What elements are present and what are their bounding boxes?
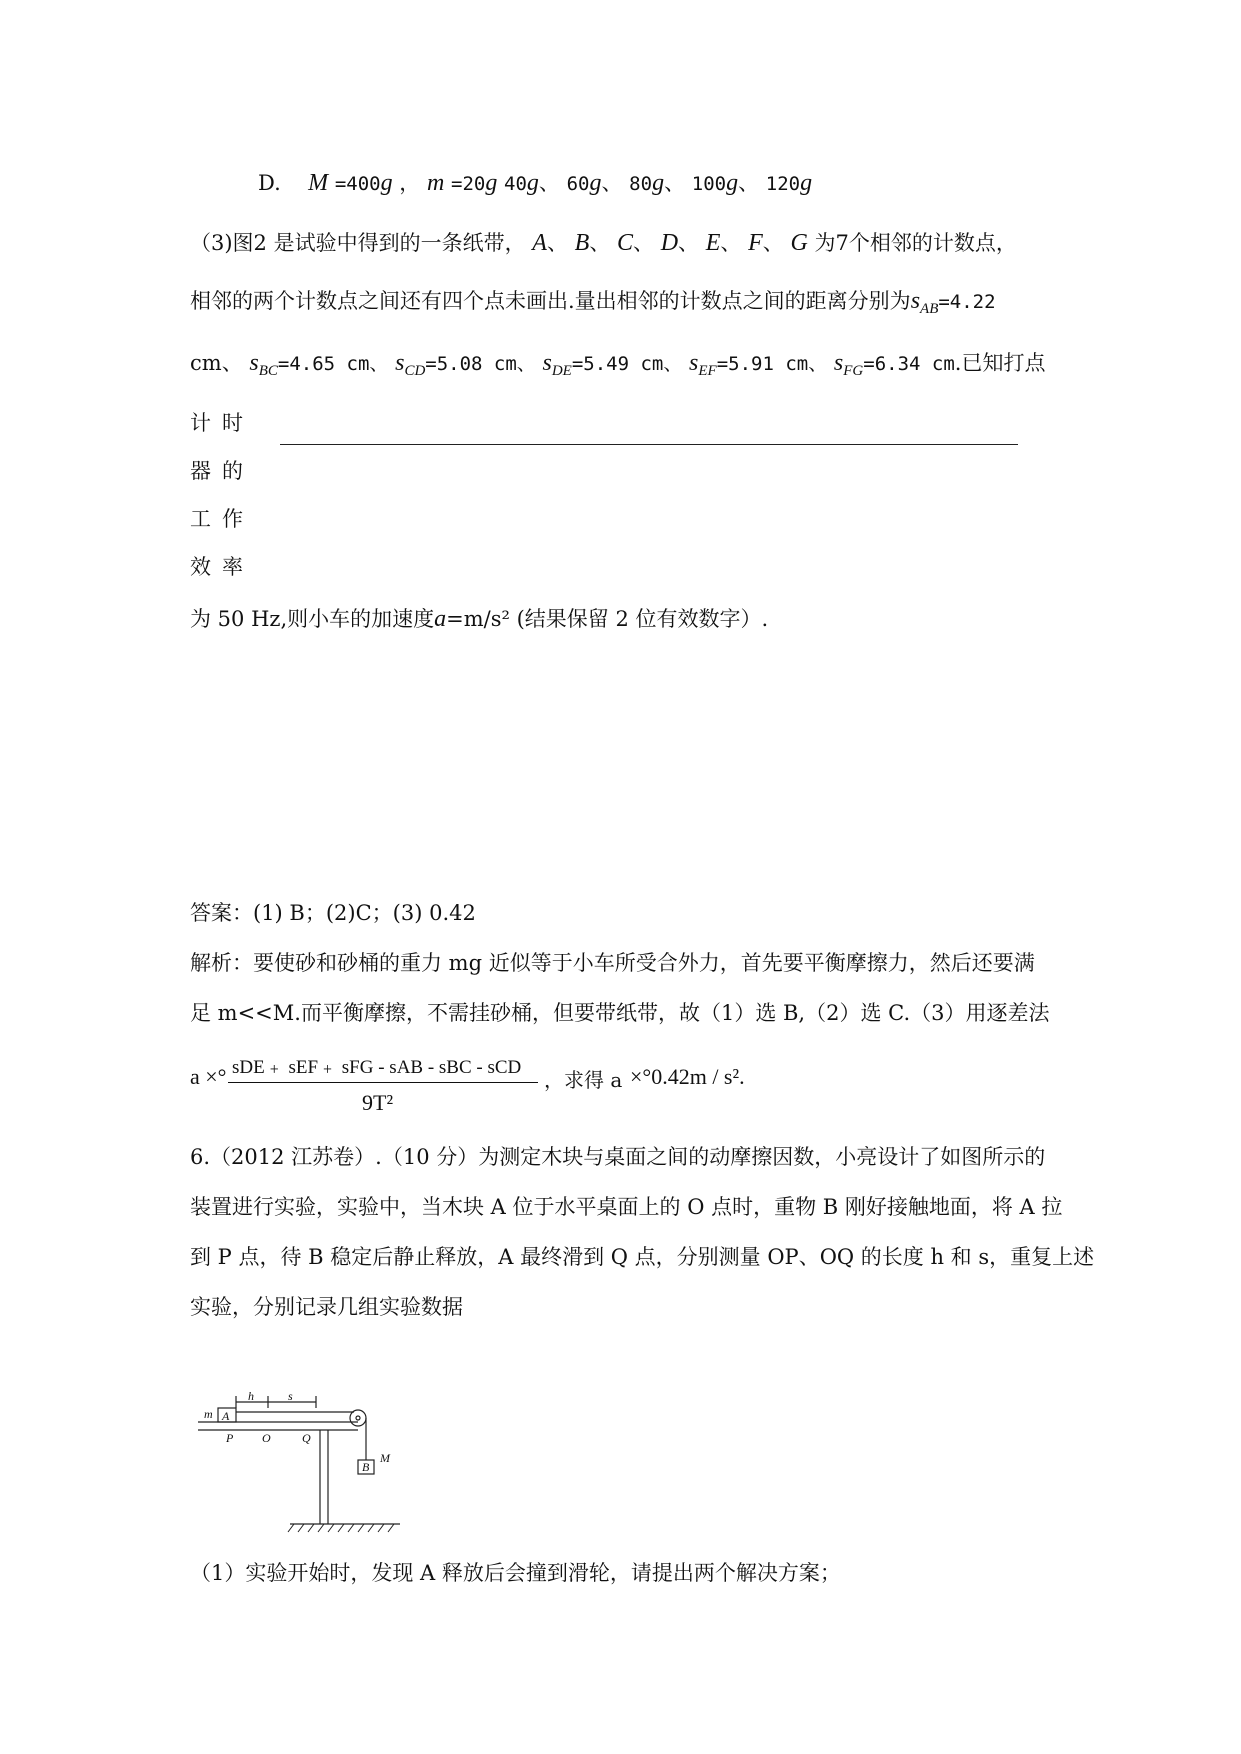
analysis-line-2: 足 m<<M.而平衡摩擦，不需挂砂桶，但要带纸带，故（1）选 B,（2）选 C.（3）用逐差法 [190,1001,1050,1025]
q3-intro: （3)图2 是试验中得到的一条纸带， [190,231,526,255]
q3-line-3: cm、 $s_{BC}=4.65$ cm、 $s_{CD}=5.08$ cm、 $s_{DE}=5.49$ cm、 $s_{EF}=5.91$ cm、 $s_{FG}=6.34$ cm.已知打点 [190,350,1046,379]
mass-m-value-1: =20 [451,173,486,195]
q3-intro-suffix: 为7个相邻的计数点， [814,231,1017,255]
separator: ， [399,171,421,195]
mass-m-value-2: 40 [504,173,527,195]
option-d-label: D. [258,171,281,195]
mass-M-value: =400 [334,173,381,195]
option-d-line: D. M =400g ， m =20g 40g、 60g、 80g、 100g、 120g [258,170,813,196]
label-P: P [226,1431,234,1445]
vertical-text-col2: 时 的 作 率 [222,411,243,579]
q6-line-2: 装置进行实验，实验中，当木块 A 位于水平桌面上的 O 点时，重物 B 刚好接触地面，将 A 拉 [190,1195,1063,1219]
q6-line-1: 6.（2012 江苏卷）.（10 分）为测定木块与桌面之间的动摩擦因数，小亮设计了如图所示的 [190,1145,1046,1169]
label-h: h [248,1390,254,1403]
q6-sub-1: （1）实验开始时，发现 A 释放后会撞到滑轮，请提出两个解决方案； [190,1561,841,1585]
label-O: O [262,1431,271,1445]
label-m: m [204,1407,213,1421]
formula-result: ×°0.42m / s². [630,1064,745,1089]
label-B: B [362,1460,370,1474]
apparatus-diagram [190,1390,430,1540]
label-A: A [222,1409,230,1423]
mass-m-symbol: m [426,170,445,196]
formula-numerator: sDE﹢ sEF﹢ sFG - sAB - sBC - sCD [232,1057,522,1078]
formula-middle: ，求得 a [544,1068,623,1092]
q3-line-last: 为 50 Hz,则小车的加速度a=m/s² (结果保留 2 位有效数字）. [190,606,769,632]
label-Q: Q [302,1431,311,1445]
q6-line-4: 实验，分别记录几组实验数据 [190,1295,463,1319]
fraction-bar [228,1082,538,1083]
answer-line: 答案：(1) B；(2)C；(3) 0.42 [190,901,476,925]
analysis-line-1: 解析：要使砂和砂桶的重力 mg 近似等于小车所受合外力，首先要平衡摩擦力，然后还要满 [190,951,1035,975]
unit-g: g [380,170,393,196]
q3-line-1: （3)图2 是试验中得到的一条纸带， A、 B、 C、 D、 E、 F、 G 为7个相邻的计数点， [190,230,1017,256]
vertical-text-col1: 计 器 工 效 [190,411,211,579]
q3-line-2: 相邻的两个计数点之间还有四个点未画出.量出相邻的计数点之间的距离分别为$s_{AB}=4.22$ [190,288,996,317]
formula-denominator: 9T² [362,1090,394,1115]
mass-m-value-3: 60 [566,173,590,195]
mass-M-symbol: M [308,170,329,196]
label-M: M [380,1451,390,1465]
label-s: s [288,1390,293,1403]
answer-blank-line [280,444,1018,445]
mass-m-value-4: 80 [629,173,653,195]
mass-m-value-6: 120 [765,173,801,195]
mass-m-value-5: 100 [691,173,727,195]
q6-line-3: 到 P 点，待 B 稳定后静止释放，A 最终滑到 Q 点，分别测量 OP、OQ 的长度 h 和 s，重复上述 [190,1245,1095,1269]
formula-left: a ×° [190,1064,227,1089]
